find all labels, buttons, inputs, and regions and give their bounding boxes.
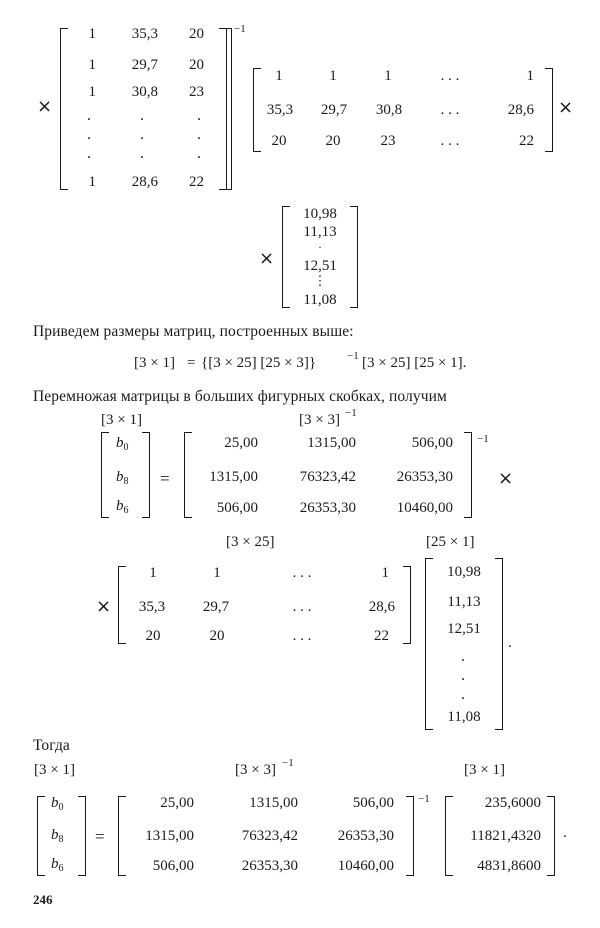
times-sign: × xyxy=(37,96,53,117)
vector-y2-dot: . xyxy=(461,648,465,665)
dim-part2: [3 × 25] [25 × 1]. xyxy=(362,355,467,371)
vector-y-cell: 12,51 xyxy=(303,258,337,274)
result-vector-cell: 11821,4320 xyxy=(470,828,541,844)
matrix-at-cell: . . . xyxy=(440,102,460,118)
matrix-xtx-cell: 506,00 xyxy=(411,435,453,451)
matrix-at-cell: 28,6 xyxy=(507,102,534,118)
dim-b-label: [3 × 1] xyxy=(34,762,75,778)
matrix-xt-cell: 29,7 xyxy=(202,599,230,615)
matrix-a-dot: . xyxy=(140,145,144,162)
matrix-xt-cell: 28,6 xyxy=(368,599,395,615)
matrix-xtx-cell: 506,00 xyxy=(352,795,394,811)
b-vector-item: $b_8$ xyxy=(116,469,129,487)
b-vector-right-bracket xyxy=(78,796,86,876)
matrix-xt-cell: 20 xyxy=(209,628,225,644)
matrix-a-cell: 29,7 xyxy=(131,57,158,73)
vector-y-right-bracket xyxy=(350,206,358,308)
matrix-xtx-left-bracket xyxy=(118,796,126,876)
page-number: 246 xyxy=(33,892,53,907)
matrix-a-cell: 28,6 xyxy=(131,174,158,190)
matrix-xtx-cell: 1315,00 xyxy=(249,795,298,811)
dim-x-label: [3 × 25] xyxy=(226,534,275,550)
matrix-at-cell: . . . xyxy=(440,133,460,149)
matrix-at-cell: 1 xyxy=(275,68,283,84)
matrix-a-cell: 23 xyxy=(189,84,204,100)
matrix-a-cell: 35,3 xyxy=(131,26,158,42)
dim-lhs: [3 × 1] xyxy=(134,355,175,371)
matrix-xt-cell: 22 xyxy=(374,628,389,644)
matrix-xt-cell: 1 xyxy=(213,565,221,581)
matrix-xt-cell: 1 xyxy=(149,565,157,581)
matrix-xtx-cell: 25,00 xyxy=(160,795,194,811)
matrix-xt-cell: . . . xyxy=(292,628,312,644)
paragraph-dimensions: Приведем размеры матриц, построенных выше: xyxy=(33,323,354,340)
matrix-a-dot: . xyxy=(87,145,91,162)
matrix-a-dot: . xyxy=(197,126,201,143)
vector-y-left-bracket xyxy=(282,206,290,308)
b-vector-item: $b_0$ xyxy=(116,435,129,453)
matrix-a-dot: . xyxy=(87,126,91,143)
matrix-at-right-bracket xyxy=(545,68,553,152)
dim-inv-exponent: −1 xyxy=(345,407,357,419)
matrix-a-cell: 1 xyxy=(88,57,96,73)
matrix-xtx-cell: 26353,30 xyxy=(299,500,356,516)
times-sign: × xyxy=(96,596,112,617)
equals-sign: = xyxy=(95,827,105,846)
vector-y2-left-bracket xyxy=(425,558,433,730)
b-vector-item: $b_0$ xyxy=(51,795,64,813)
vector-y-cell: 11,08 xyxy=(303,292,337,308)
matrix-xt-cell: 20 xyxy=(145,628,161,644)
matrix-a-dot: . xyxy=(197,145,201,162)
dim-part1: {[3 × 25] [25 × 3]} xyxy=(201,355,317,371)
inverse-exponent: −1 xyxy=(418,793,430,805)
vector-y-vdots: ⋮ xyxy=(313,273,327,288)
matrix-at-cell: 20 xyxy=(271,133,287,149)
vector-y2-cell: 12,51 xyxy=(447,621,481,637)
matrix-xtx-cell: 506,00 xyxy=(152,858,194,874)
dim-inv-label: [3 × 3] xyxy=(235,762,276,778)
matrix-a-cell: 20 xyxy=(189,57,204,73)
matrix-at-cell: 29,7 xyxy=(320,102,348,118)
matrix-at-cell: 1 xyxy=(526,68,534,84)
matrix-xtx-right-bracket xyxy=(464,432,472,518)
matrix-xt-left-bracket xyxy=(118,566,126,644)
matrix-xtx-cell: 10460,00 xyxy=(396,500,453,516)
result-vector-cell: 235,6000 xyxy=(484,795,541,811)
dim-result-label: [3 × 1] xyxy=(464,762,505,778)
times-sign: × xyxy=(558,97,574,118)
vector-y-dot: . xyxy=(318,237,322,251)
times-sign: × xyxy=(498,468,514,489)
matrix-at-cell: 1 xyxy=(384,68,392,84)
matrix-a-cell: 1 xyxy=(88,84,96,100)
matrix-at-cell: . . . xyxy=(440,68,460,84)
matrix-a-dot: . xyxy=(197,107,201,124)
inverse-exponent: −1 xyxy=(477,433,489,445)
matrix-xtx-cell: 1315,00 xyxy=(307,435,356,451)
matrix-a-cell: 1 xyxy=(88,174,96,190)
vector-y2-cell: 10,98 xyxy=(447,564,481,580)
vector-y2-right-bracket xyxy=(495,558,503,730)
matrix-xtx-cell: 25,00 xyxy=(224,435,258,451)
b-vector-item: $b_6$ xyxy=(116,498,129,516)
matrix-a-left-bracket xyxy=(60,28,68,190)
matrix-xt-cell: . . . xyxy=(292,565,312,581)
matrix-xtx-cell: 76323,42 xyxy=(241,828,298,844)
b-vector-item: $b_8$ xyxy=(51,827,64,845)
vector-y2-dot: . xyxy=(461,686,465,703)
dim-y-label: [25 × 1] xyxy=(426,534,475,550)
result-vector-cell: 4831,8600 xyxy=(477,858,541,874)
matrix-xtx-right-bracket xyxy=(406,796,414,876)
vector-y2-dot: . xyxy=(461,667,465,684)
matrix-a-cell: 1 xyxy=(88,26,96,42)
equals-sign: = xyxy=(160,469,170,488)
matrix-xtx-left-bracket xyxy=(184,432,192,518)
matrix-xtx-cell: 1315,00 xyxy=(209,469,258,485)
matrix-a-dot: . xyxy=(140,107,144,124)
matrix-a-dot: . xyxy=(140,126,144,143)
dim-b-label: [3 × 1] xyxy=(101,412,142,428)
matrix-at-cell: 1 xyxy=(329,68,337,84)
matrix-xtx-cell: 1315,00 xyxy=(145,828,194,844)
end-period: . xyxy=(563,825,567,841)
matrix-a-dot: . xyxy=(87,107,91,124)
vector-y-cell: 10,98 xyxy=(303,206,337,222)
matrix-at-cell: 22 xyxy=(519,133,534,149)
b-vector-left-bracket xyxy=(37,796,45,876)
matrix-at-cell: 30,8 xyxy=(375,102,403,118)
matrix-a-outer-bracket xyxy=(224,28,232,190)
matrix-at-cell: 23 xyxy=(380,133,396,149)
times-sign: × xyxy=(259,248,275,269)
b-vector-left-bracket xyxy=(101,432,109,518)
paragraph-multiplying: Перемножая матрицы в больших фигурных скобках, получим xyxy=(33,388,447,405)
equals-sign: = xyxy=(187,355,196,371)
result-vector-left-bracket xyxy=(445,796,453,876)
vector-y2-cell: 11,13 xyxy=(447,594,481,610)
result-vector-right-bracket xyxy=(547,796,555,876)
matrix-at-cell: 20 xyxy=(325,133,341,149)
matrix-a-cell: 20 xyxy=(189,26,204,42)
dim-inv-exponent: −1 xyxy=(282,757,294,769)
vector-y2-cell: 11,08 xyxy=(447,709,481,725)
matrix-a-cell: 30,8 xyxy=(131,84,158,100)
matrix-xtx-cell: 26353,30 xyxy=(337,828,394,844)
b-vector-item: $b_6$ xyxy=(51,856,64,874)
matrix-xtx-cell: 76323,42 xyxy=(299,469,356,485)
matrix-xtx-cell: 506,00 xyxy=(216,500,258,516)
end-period: . xyxy=(508,635,512,651)
dim-exponent: −1 xyxy=(347,350,359,362)
inverse-exponent: −1 xyxy=(234,23,246,35)
matrix-at-cell: 35,3 xyxy=(266,102,294,118)
matrix-a-cell: 22 xyxy=(189,174,204,190)
matrix-at-left-bracket xyxy=(253,68,261,152)
matrix-xtx-cell: 26353,30 xyxy=(241,858,298,874)
dim-inv-label: [3 × 3] xyxy=(299,412,340,428)
matrix-xt-right-bracket xyxy=(403,566,411,644)
matrix-xtx-cell: 26353,30 xyxy=(396,469,453,485)
matrix-xtx-cell: 10460,00 xyxy=(337,858,394,874)
matrix-xt-cell: 35,3 xyxy=(138,599,166,615)
paragraph-then: Тогда xyxy=(33,737,70,754)
vector-y-cell: 11,13 xyxy=(303,224,337,240)
matrix-xt-cell: . . . xyxy=(292,599,312,615)
b-vector-right-bracket xyxy=(142,432,150,518)
matrix-xt-cell: 1 xyxy=(381,565,389,581)
